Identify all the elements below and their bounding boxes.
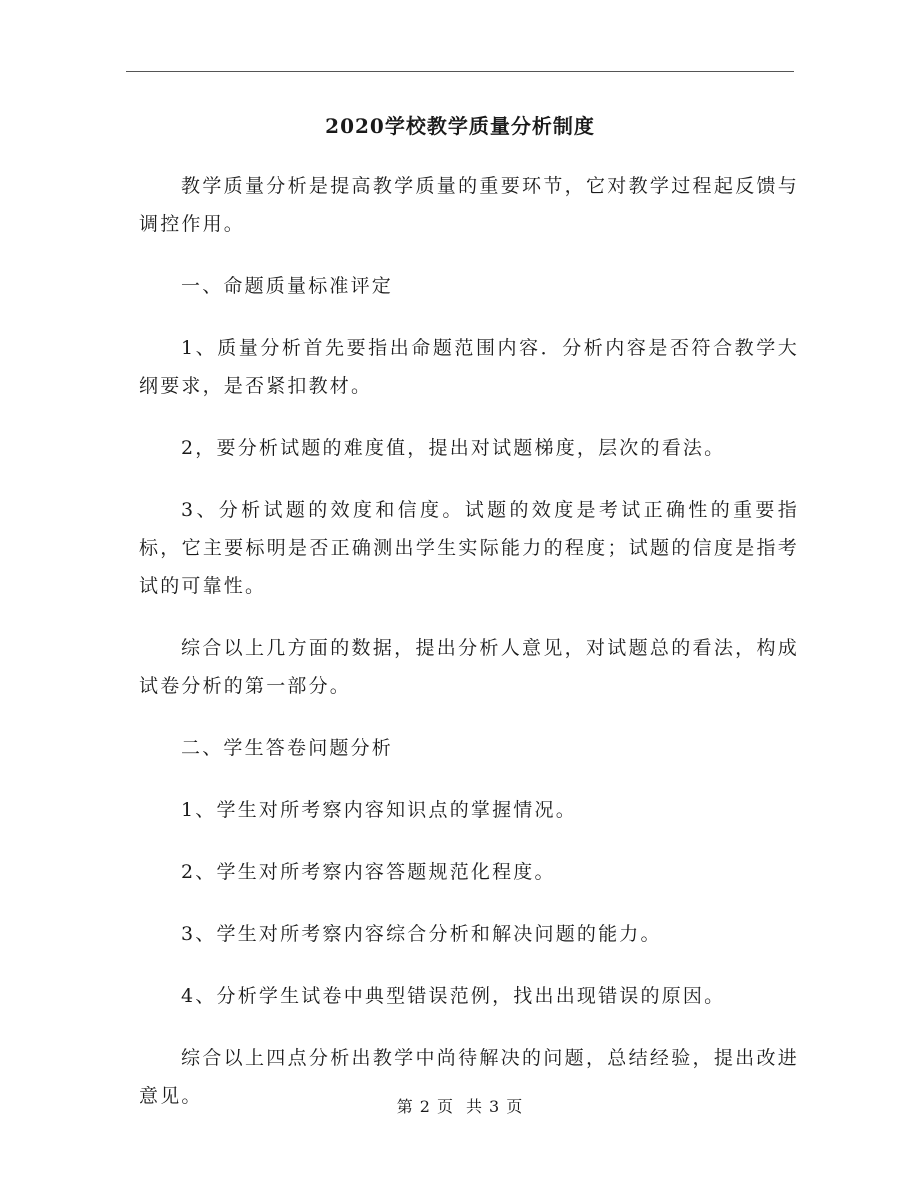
footer-prefix: 第 xyxy=(396,1097,414,1116)
intro-paragraph: 教学质量分析是提高教学质量的重要环节，它对教学过程起反馈与调控作用。 xyxy=(139,175,799,235)
summary-paragraph-2: 综合以上四点分析出教学中尚待解决的问题，总结经验，提出改进意见。 xyxy=(139,1047,799,1107)
list-item-1-1: 1、质量分析首先要指出命题范围内容．分析内容是否符合教学大纲要求，是否紧扣教材。 xyxy=(139,337,799,397)
section-heading-2: 二、学生答卷问题分析 xyxy=(181,737,394,759)
footer-suffix: 页 xyxy=(506,1097,524,1116)
summary-paragraph-1: 综合以上几方面的数据，提出分析人意见，对试题总的看法，构成试卷分析的第一部分。 xyxy=(139,637,799,697)
list-item-1-2: 2，要分析试题的难度值，提出对试题梯度，层次的看法。 xyxy=(181,437,726,459)
page-number-footer xyxy=(0,1096,920,1118)
list-item-2-1: 1、学生对所考察内容知识点的掌握情况。 xyxy=(181,799,577,821)
footer-middle: 页 共 xyxy=(436,1097,484,1116)
list-item-2-3: 3、学生对所考察内容综合分析和解决问题的能力。 xyxy=(181,923,662,945)
footer-total-pages: 3 xyxy=(489,1097,501,1116)
footer-current-page: 2 xyxy=(419,1097,431,1116)
list-item-1-3: 3、分析试题的效度和信度。试题的效度是考试正确性的重要指标，它主要标明是否正确测出学生实际能力的程度；试题的信度是指考试的可靠性。 xyxy=(139,499,799,597)
document-title: 2020学校教学质量分析制度 xyxy=(325,114,595,138)
list-item-2-2: 2、学生对所考察内容答题规范化程度。 xyxy=(181,861,556,883)
list-item-2-4: 4、分析学生试卷中典型错误范例，找出出现错误的原因。 xyxy=(181,985,726,1007)
section-heading-1: 一、命题质量标准评定 xyxy=(181,275,394,297)
document-body xyxy=(139,167,799,1139)
header-divider xyxy=(126,71,794,72)
